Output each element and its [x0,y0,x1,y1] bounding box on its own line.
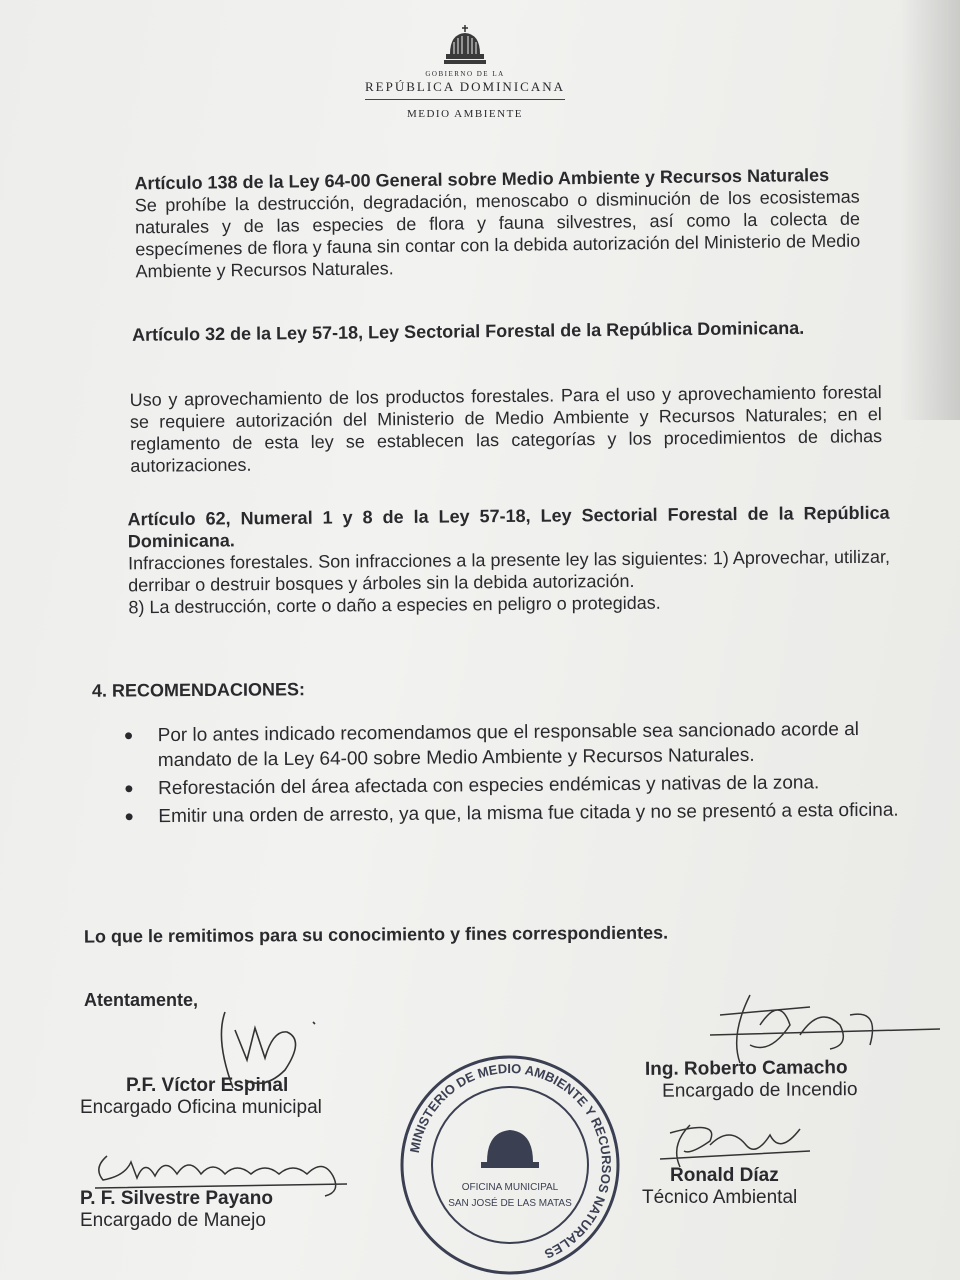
list-item [118,717,908,774]
list-item-text: Reforestación del área afectada con especies endémicas y nativas de la zona. [158,772,820,800]
ministry-seal [395,1050,625,1280]
closing-statement: Lo que le remitimos para su conocimiento y fines correspondientes. [83,922,669,947]
list-item [118,798,908,830]
gov-line: GOBIERNO DE LA [425,70,505,78]
article-32-heading-block [132,316,872,346]
signatory-diaz [642,1165,797,1209]
signatory-name: Ronald Díaz [670,1165,779,1186]
signatory-payano [80,1188,273,1232]
seal-inner-line-1: OFICINA MUNICIPAL [461,1182,559,1193]
list-item-text: Por lo antes indicado recomendamos que el responsable sea sancionado acorde al mandato de la Ley 64-00 sobre Medio Ambiente y Recursos Naturales. [157,718,860,772]
signatory-role: Técnico Ambiental [642,1187,798,1208]
recommendations-list [118,717,909,833]
salutation: Atentamente, [84,990,199,1010]
government-dome-icon [442,22,488,68]
page-edge-shadow [900,0,960,420]
seal-outer-text: MINISTERIO DE MEDIO AMBIENTE Y RECURSOS NATURALES [406,1060,615,1262]
signatory-role: Encargado de Incendio [662,1079,858,1102]
signatory-role: Encargado Oficina municipal [80,1097,322,1118]
signatory-espinal [80,1075,322,1119]
signatory-name: P. F. Silvestre Payano [80,1188,273,1209]
signatory-name: Ing. Roberto Camacho [644,1057,848,1080]
signatory-name: P.F. Víctor Espinal [126,1075,289,1096]
list-item [118,770,908,802]
ministry-name: MEDIO AMBIENTE [406,108,524,120]
article-heading: Artículo 138 de la Ley 64-00 General sobre Medio Ambiente y Recursos Naturales [134,164,830,194]
bullet-icon: ● [124,808,135,826]
seal-inner-line-2: SAN JOSÉ DE LAS MATAS [448,1198,572,1209]
article-62 [128,502,891,619]
signatory-role: Encargado de Manejo [80,1210,266,1231]
article-body-item-8: 8) La destrucción, corte o daño a especies en peligro o protegidas. [128,592,661,618]
signatory-camacho [645,1057,858,1103]
country-name: REPÚBLICA DOMINICANA [365,79,565,100]
bullet-icon: ● [124,780,134,798]
article-body: Se prohíbe la destrucción, degradación, menoscabo o disminución de los ecosistemas naturales y de las especies de flora y fauna silvestres, así como la colecta de especímenes de flora y fauna sin contar con la debida autorización del Ministerio de Medio Ambiente y Recursos Naturales. [134,186,861,282]
bullet-icon: ● [123,727,134,745]
list-item-text: Emitir una orden de arresto, ya que, la misma fue citada y no se presentó a esta oficina. [158,799,899,828]
recommendations-title: 4. RECOMENDACIONES: [91,679,306,701]
article-body: Infracciones forestales. Son infracciones a la presente ley las siguientes: 1) Aprovechar, utilizar, derribar o destruir bosques y árboles sin la debida autorización. [127,546,891,596]
article-32-body-block [130,381,883,477]
article-138 [134,164,860,283]
letterhead [330,22,600,120]
seal-emblem-icon [481,1130,539,1168]
article-heading: Artículo 62, Numeral 1 y 8 de la Ley 57-18, Ley Sectorial Forestal de la República Dominicana. [127,502,890,552]
article-body: Uso y aprovechamiento de los productos forestales. Para el uso y aprovechamiento forestal se requiere autorización del Ministerio de Medio Ambiente y Recursos Naturales; en el reglamento de esta ley se establecen las categorías y los procedimientos de dichas autorizaciones. [129,382,883,476]
article-heading: Artículo 32 de la Ley 57-18, Ley Sectorial Forestal de la República Dominicana. [131,317,805,345]
